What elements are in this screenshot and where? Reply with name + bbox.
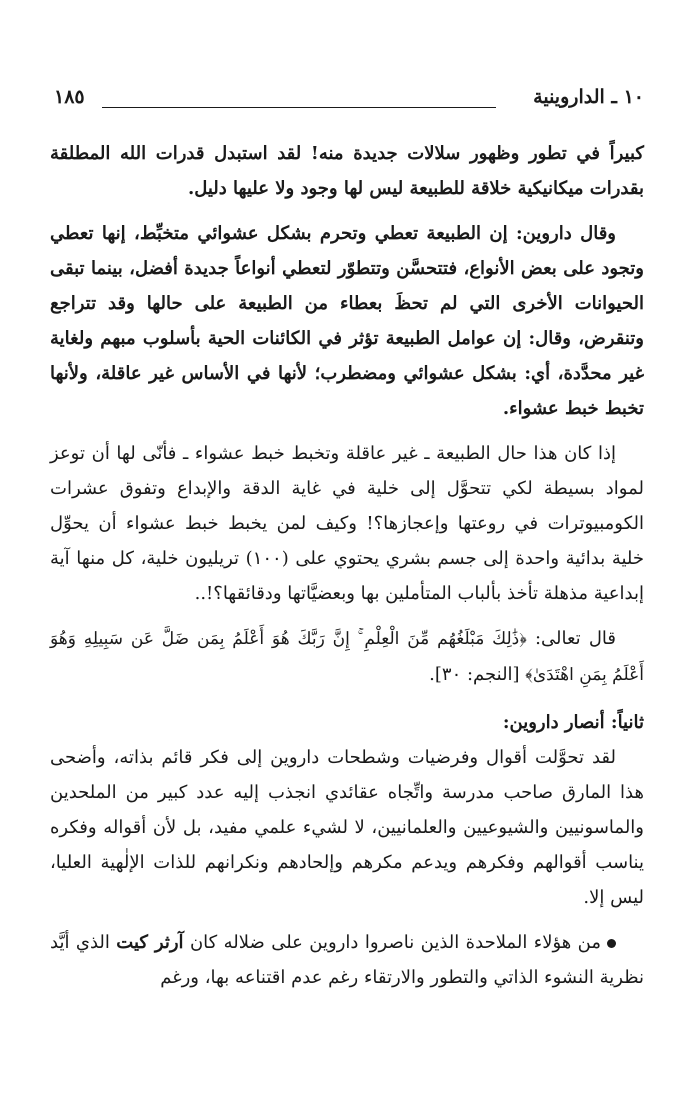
- page-number: ١٨٥: [54, 86, 85, 108]
- header-rule: [102, 107, 496, 108]
- page-body: [50, 136, 644, 995]
- quran-verse: ﴿ذَٰلِكَ مَبْلَغُهُم مِّنَ الْعِلْمِ ۚ إِنَّ رَبَّكَ هُوَ أَعْلَمُ بِمَن ضَلَّ عَن سَبِيلِهِ وَهُوَ أَعْلَمُ بِمَنِ اهْتَدَىٰ﴾: [50, 629, 644, 685]
- section-heading: ثانياً: أنصار داروين:: [502, 712, 644, 733]
- paragraph-1: كبيراً في تطور وظهور سلالات جديدة منه! لقد استبدل قدرات الله المطلقة بقدرات ميكانيكية خلاقة للطبيعة ليس لها وجود ولا عليها دليل.: [50, 143, 644, 199]
- paragraph-6-text-b: الذي أيَّد نظرية النشوء الذاتي والتطور والارتقاء رغم عدم اقتناعه بها، ورغم: [50, 932, 644, 988]
- person-name: آرثر كيت: [116, 932, 184, 953]
- paragraph-4-quran-citation: [50, 621, 644, 693]
- paragraph-5: لقد تحوَّلت أقوال وفرضيات وشطحات داروين إلى فكر قائم بذاته، وأضحى هذا المارق صاحب مدرسة واتِّجاه عقائدي انجذب إليه عدد كبير من الملحدين والماسونيين والشيوعيين والعلمانيين، لا لشيء علمي مفيد، بل لأن أقواله وفكره يناسب أقوالهم وفكرهم ويدعم مكرهم وإلحادهم ونكرانهم للذات الإلٰهية العليا، ليس إلا.: [50, 747, 644, 908]
- paragraph-6-text-a: من هؤلاء الملاحدة الذين ناصروا داروين على ضلاله كان: [183, 932, 601, 953]
- book-page: [50, 86, 644, 995]
- chapter-title: ١٠ ـ الداروينية: [533, 86, 644, 108]
- paragraph-3: إذا كان هذا حال الطبيعة ـ غير عاقلة وتخبط خبط عشواء ـ فأنّى لها أن توعز لمواد بسيطة لكي تتحوَّل إلى خلية في غاية الدقة والإبداع وتفوق عشرات الكومبيوترات في روعتها وإعجازها؟! وكيف لمن يخبط خبط عشواء أن يحوِّل خلية بدائية واحدة إلى جسم بشري يحتوي على (١٠٠) تريليون خلية، كل منها آية إبداعية مذهلة تأخذ بألباب المتأملين بها وبعضيَّاتها ودقائقها؟!..: [50, 443, 644, 604]
- paragraph-6: [50, 925, 644, 995]
- running-header: [50, 86, 644, 116]
- bullet-icon: [607, 939, 616, 948]
- quran-reference: [النجم: ٣٠].: [429, 664, 526, 685]
- paragraph-2: وقال داروين: إن الطبيعة تعطي وتحرم بشكل عشوائي متخبِّط، إنها تعطي وتجود على بعض الأنواع، فتتحسَّن وتتطوّر لتعطي أنواعاً جديدة أفضل، بينما تبقى الحيوانات الأخرى التي لم تحظَ بعطاء من الطبيعة على حالها وقد تتراجع وتنقرض، وقال: إن عوامل الطبيعة تؤثر في الكائنات الحية بأسلوب مبهم ولغاية غير محدَّدة، أي: بشكل عشوائي ومضطرب؛ لأنها في الأساس غير عاقلة، ولأنها تخبط خبط عشواء.: [50, 223, 644, 419]
- quran-intro: قال تعالى:: [526, 628, 617, 649]
